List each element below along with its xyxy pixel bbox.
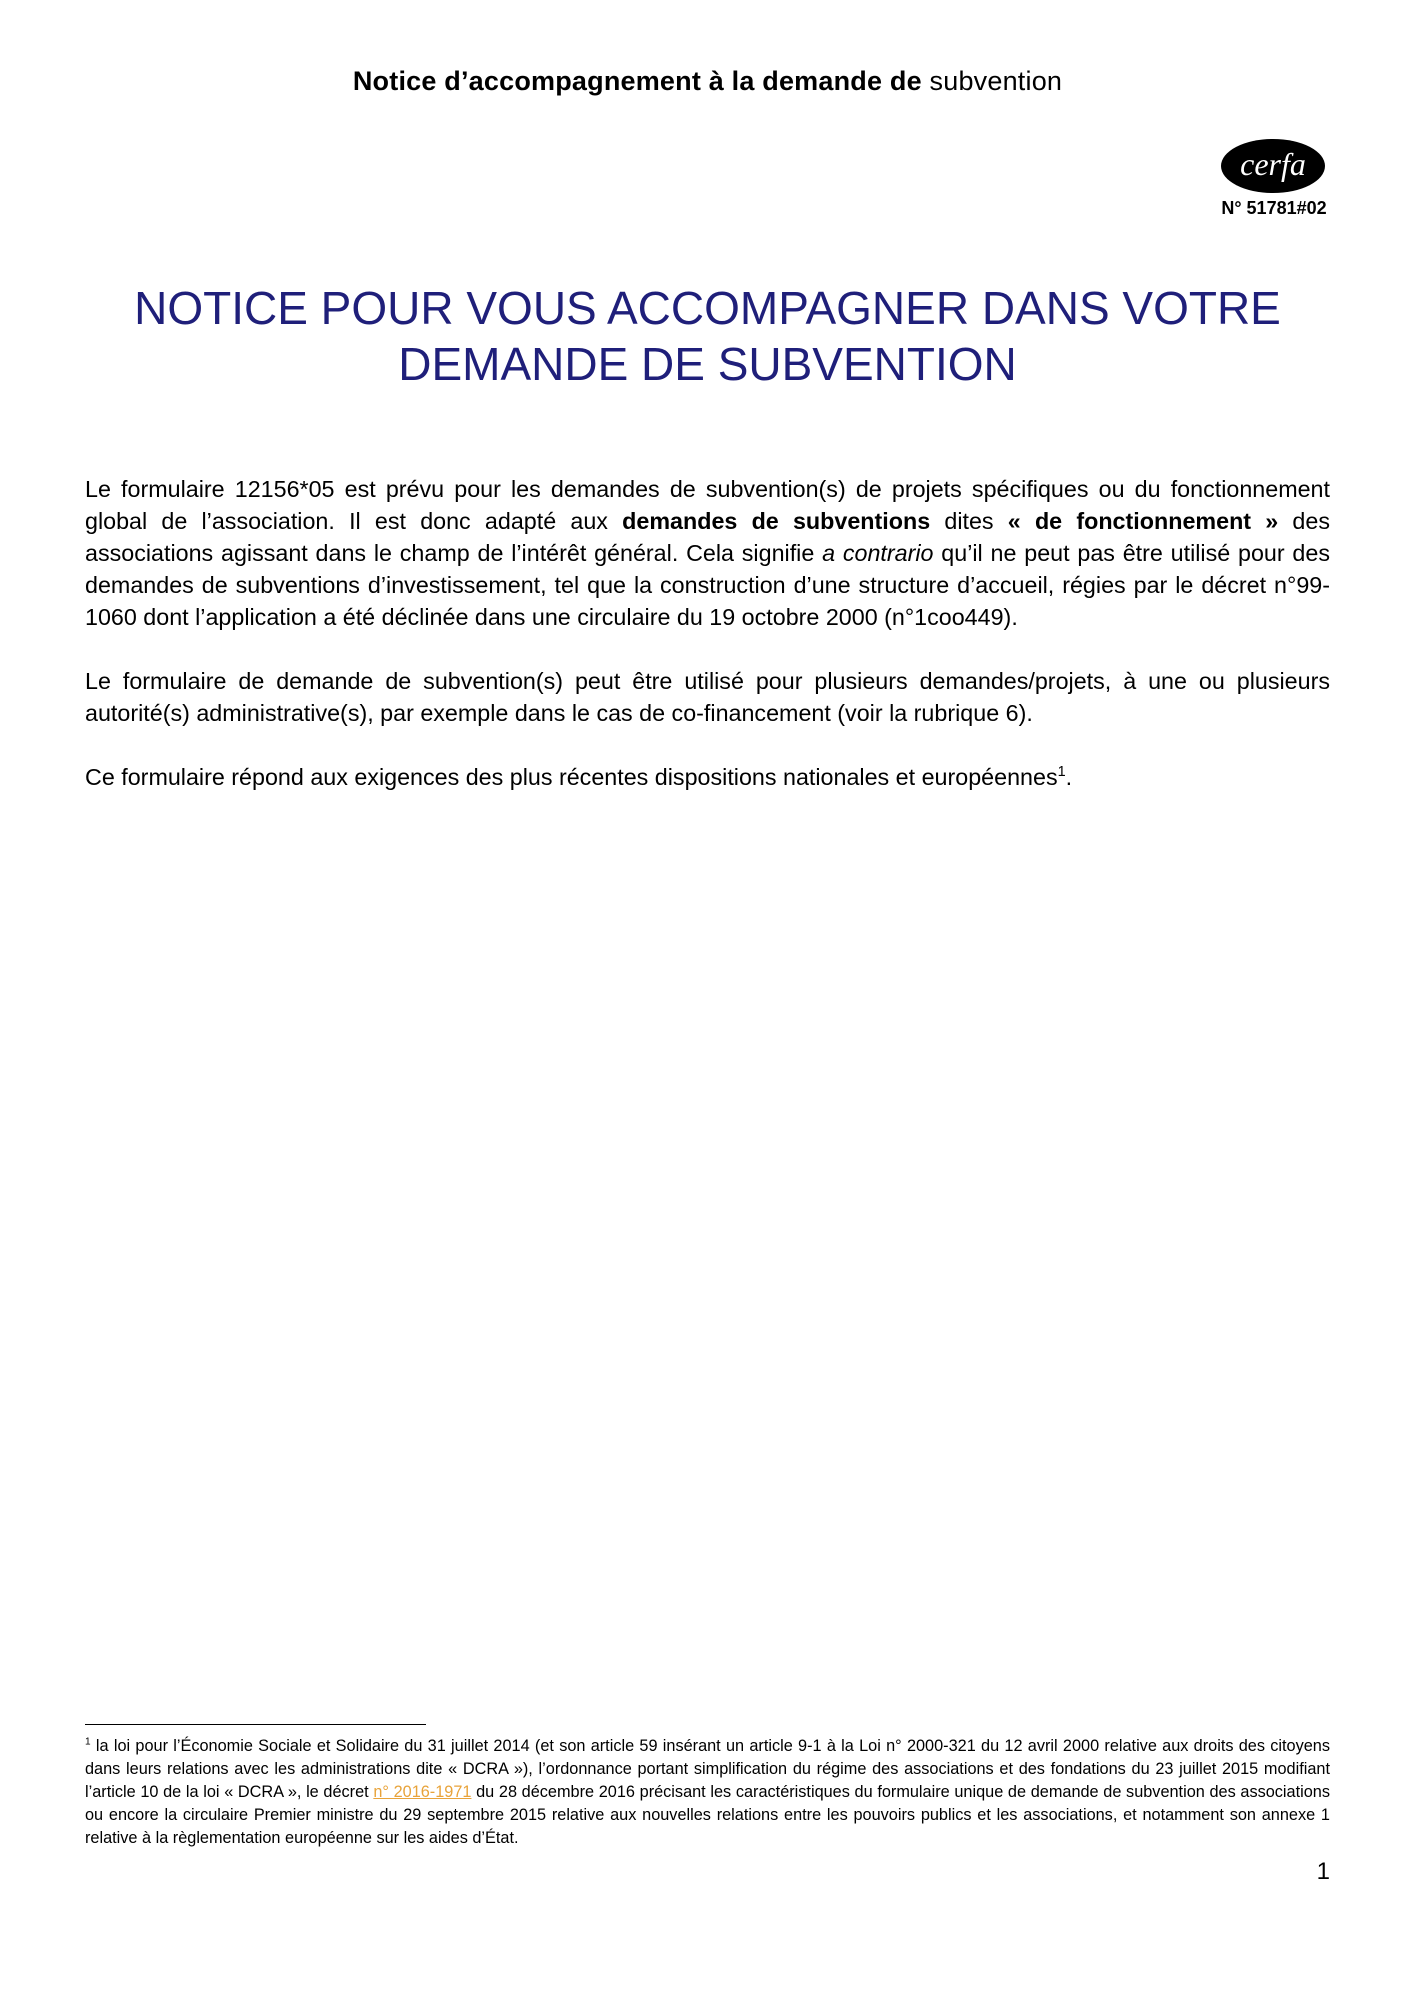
paragraph-3 [85, 761, 1330, 793]
body-text [85, 473, 1330, 825]
p1-text-2: dites [944, 508, 994, 534]
main-title [0, 280, 1415, 392]
decret-link[interactable]: n° 2016-1971 [373, 1783, 472, 1801]
p1-bold-1: demandes de subventions [622, 508, 931, 534]
p1-text-3: des associations agissant dans le champ de l’intérêt général. Cela signifie [85, 508, 1330, 566]
p3-text: Ce formulaire répond aux exigences des plus récentes dispositions nationales et européennes [85, 764, 1058, 790]
page-number: 1 [1316, 1858, 1330, 1885]
p1-italic-1: a contrario [822, 540, 934, 566]
paragraph-1 [85, 473, 1330, 633]
header-regular-text: subvention [929, 66, 1063, 96]
page-header [0, 66, 1415, 97]
p1-text-1: Le formulaire 12156*05 est prévu pour les demandes de subvention(s) de projets spécifiques ou du fonctionnement global de l’association. Il est donc adapté aux [85, 476, 1330, 534]
footnote-marker: 1 [85, 1736, 91, 1748]
main-title-line-1: NOTICE POUR VOUS ACCOMPAGNER DANS VOTRE [134, 282, 1281, 334]
header-bold-text: Notice d’accompagnement à la demande de [352, 66, 922, 96]
footnote-separator [85, 1724, 426, 1725]
footnote [85, 1735, 1330, 1850]
footnote-text-1: la loi pour l’Économie Sociale et Solidaire du 31 juillet 2014 (et son article 59 insérant un article 9-1 à la Loi n° 2000-321 du 12 avril 2000 relative aux droits des citoyens dans leurs relations avec les administrations dite « DCRA »), l’ordonnance portant simplification du régime des associations et des fondations du 23 juillet 2015 modifiant l’article 10 de la loi « DCRA », le décret [85, 1737, 1330, 1801]
footnote-reference[interactable]: 1 [1057, 764, 1066, 781]
p1-text-4: qu’il ne peut pas être utilisé pour des demandes de subventions d’investissement, tel que la construction d’une structure d’accueil, régies par le décret n°99-1060 dont l’application a été déclinée dans une circulaire du 19 octobre 2000 (n°1coo449). [85, 540, 1330, 630]
cerfa-number: N° 51781#02 [1221, 198, 1327, 218]
paragraph-2: Le formulaire de demande de subvention(s) peut être utilisé pour plusieurs demandes/projets, à une ou plusieurs autorité(s) administrative(s), par exemple dans le cas de co-financement (voir la rubrique 6). [85, 668, 1330, 726]
footnote-text-2: du 28 décembre 2016 précisant les caractéristiques du formulaire unique de demande de subvention des associations ou encore la circulaire Premier ministre du 29 septembre 2015 relative aux nouvelles relations entre les pouvoirs publics et les associations, et notamment son annexe 1 relative à la règlementation européenne sur les aides d’État. [85, 1783, 1330, 1847]
main-title-line-2: DEMANDE DE SUBVENTION [398, 338, 1017, 390]
p3-end: . [1065, 764, 1073, 790]
cerfa-logo [1220, 138, 1326, 194]
p1-bold-2: « de fonctionnement » [1007, 508, 1279, 534]
cerfa-logo-text: cerfa [1240, 146, 1306, 182]
